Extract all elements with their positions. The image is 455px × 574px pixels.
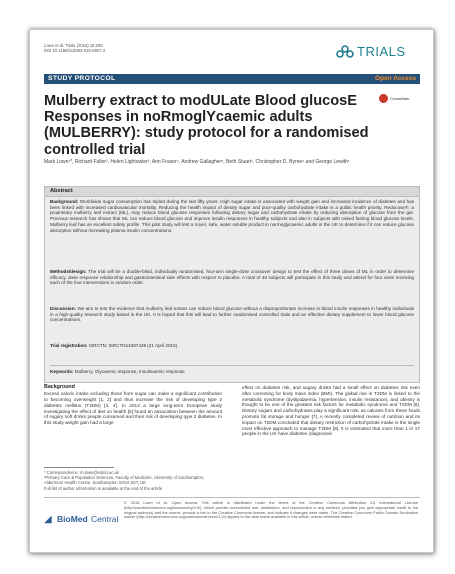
abstract-methods [50,269,414,286]
abstract-methods-label: Methods/design: [50,269,87,274]
abstract-background [50,199,414,233]
body-column-left-text: Excess caloric intake including those from sugar can make a significant contribution to becoming overweight [1, 2] and thus increase the risk of developing type 2 diabetes mellitus (T2DM) [3, 4]. In 2013 a large long-term European study investigating the effect of diet on health [5] found an association between the amount of sugary soft drinks people consumed and their risk of developing type 2 diabetes. In this study weight gain had a large [44,391,222,426]
crossmark-badge[interactable] [378,93,418,105]
crossmark-label: CrossMark [390,96,410,101]
abstract-discussion-text: We aim to test the evidence that mulberry leaf extract can reduce blood glucose without a disproportionate increase in blood insulin responses in healthy individuals in a high-quality research study based in the UK. It is hoped that this will lead to further randomised controlled trials and an effective dietary supplement to lower blood glucose concentrations. [50,306,414,323]
article-type-banner [44,74,420,84]
correspondence-note: * Correspondence: m.lown@soton.ac.uk [44,470,120,475]
biomed-logo-icon: ◢ [44,514,52,525]
trials-logo-text: TRIALS [357,44,406,59]
footnote-block [44,470,224,491]
abstract-keywords-label: Keywords: [50,369,74,374]
footnote-divider [44,467,114,468]
paper-page [29,29,434,553]
body-column-left [44,385,222,426]
affiliation-note: ¹Primary Care & Population Sciences, Faculty of Medicine, University of Southampton, Aldermoor Health Centre, Southampton SO16 5ST, UK [44,475,205,486]
abstract-background-label: Background: [50,199,79,204]
journal-citation: Lown et al. Trials (2015) 16:286 [44,43,103,48]
crossmark-icon [379,94,388,103]
abstract-registration-text: ISRCTN: ISRCTN14397439 (21 April 2015) [88,343,178,348]
article-type-label: STUDY PROTOCOL [48,75,116,82]
body-column-right-text: effect on diabetes risk, and sugary drinks had a small effect on diabetes risk even after correcting for body mass index (BMI). The global rise in T2DM is linked to the metabolic syndrome (dyslipidaemia, hypertension, insulin resistance), and obesity is thought to be one of the greatest risk factors for metabolic syndrome and T2DM [6]. Dietary sugars and carbohydrates play a significant role, as calories from these foods promote fat storage and hunger [7]. A recently completed review of nutrition and its impact on T2DM concluded that dietary restriction of carbohydrate intake is the single most effective approach to manage T2DM [8]. It is estimated that more than 1 in 17 people in the UK have diabetes (diagnosed [242,385,420,437]
biomed-logo-text-b: Central [91,514,119,524]
trials-logo-icon [335,42,355,60]
license-text: © 2015 Lown et al. Open Access This article is distributed under the terms of the Creative Commons Attribution 4.0 International License (http://creativecommons.org/licenses/by/4.0/), which permits unrestricted use, distribution, and reproduction in any medium, provided you give appropriate credit to the original author(s) and the source, provide a link to the Creative Commons license, and indicate if changes were made. The Creative Commons Public Domain Dedication waiver (http://creativecommons.org/publicdomain/zero/1.0/) applies to the data made available in this article, unless otherwise stated. [124,500,418,520]
abstract-heading: Abstract [50,188,73,194]
abstract-registration [50,343,414,349]
biomed-central-logo [44,513,120,527]
author-list: Mark Lown¹*, Richard Fuller², Helen Lightowler³, Ann Fraser⁴, Andrew Gallagher⁵, Beth Stuart¹, Christopher D. Byrne⁶ and George Lewith¹ [44,159,350,165]
page-footer [44,497,420,538]
abstract-keywords [50,365,414,375]
journal-citation-block [44,43,194,53]
body-column-right [242,385,420,437]
abstract-registration-label: Trial registration: [50,343,88,348]
abstract-discussion [50,306,414,323]
article-title: Mulberry extract to modULate Blood glucosE Responses in noRmoglYcaemic adults (MULBERRY): study protocol for a randomised controlled trial [44,93,369,158]
abstract-header [45,187,419,197]
abstract-box [44,186,420,383]
abstract-background-text: Worldwide sugar consumption has tripled during the last fifty years. High sugar intake is associated with weight gain and increased incidence of diabetes and has been linked with increased cardiovascular mortality. Reducing the health impact of dietary sugar and poor-quality carbohydrate intake is a public health priority. Reducose®, a proprietary mulberry leaf extract (ML), may reduce blood glucose responses following dietary sugar and carbohydrate intake by reducing absorption of glucose from the gut. Previous research has shown that ML can reduce blood glucose and improve insulin responses in healthy subjects and also in subjects with raised fasting blood glucose levels. Mulberry leaf has an excellent safety profile. This pilot study will test a novel, safe, water soluble product in normoglycaemic adults in the UK to determine if it can reduce glucose absorption without increasing plasma insulin concentrations. [50,199,414,233]
section-heading-background: Background [44,384,75,390]
open-access-label: Open Access [375,75,416,82]
biomed-logo-text-a: BioMed [57,514,88,524]
abstract-keywords-text: Mulberry, Glycaemic response, Insulinaemic response [74,369,185,374]
abstract-discussion-label: Discussion: [50,306,77,311]
journal-doi: DOI 10.1186/s13063-015-0807-2 [44,48,106,54]
abstract-methods-text: The trial will be a double-blind, individually randomised, four-arm single-dose crossover design to test the effect of three doses of ML in order to determine efficacy, dose response relationship and gastrointestinal side effects with respect to placebo. A total of 40 subjects will participate in this study and attend for four visits receiving each of the four interventions in random order. [50,269,415,286]
full-list-note: Full list of author information is available at the end of the article [44,485,163,491]
trials-logo [335,42,427,60]
